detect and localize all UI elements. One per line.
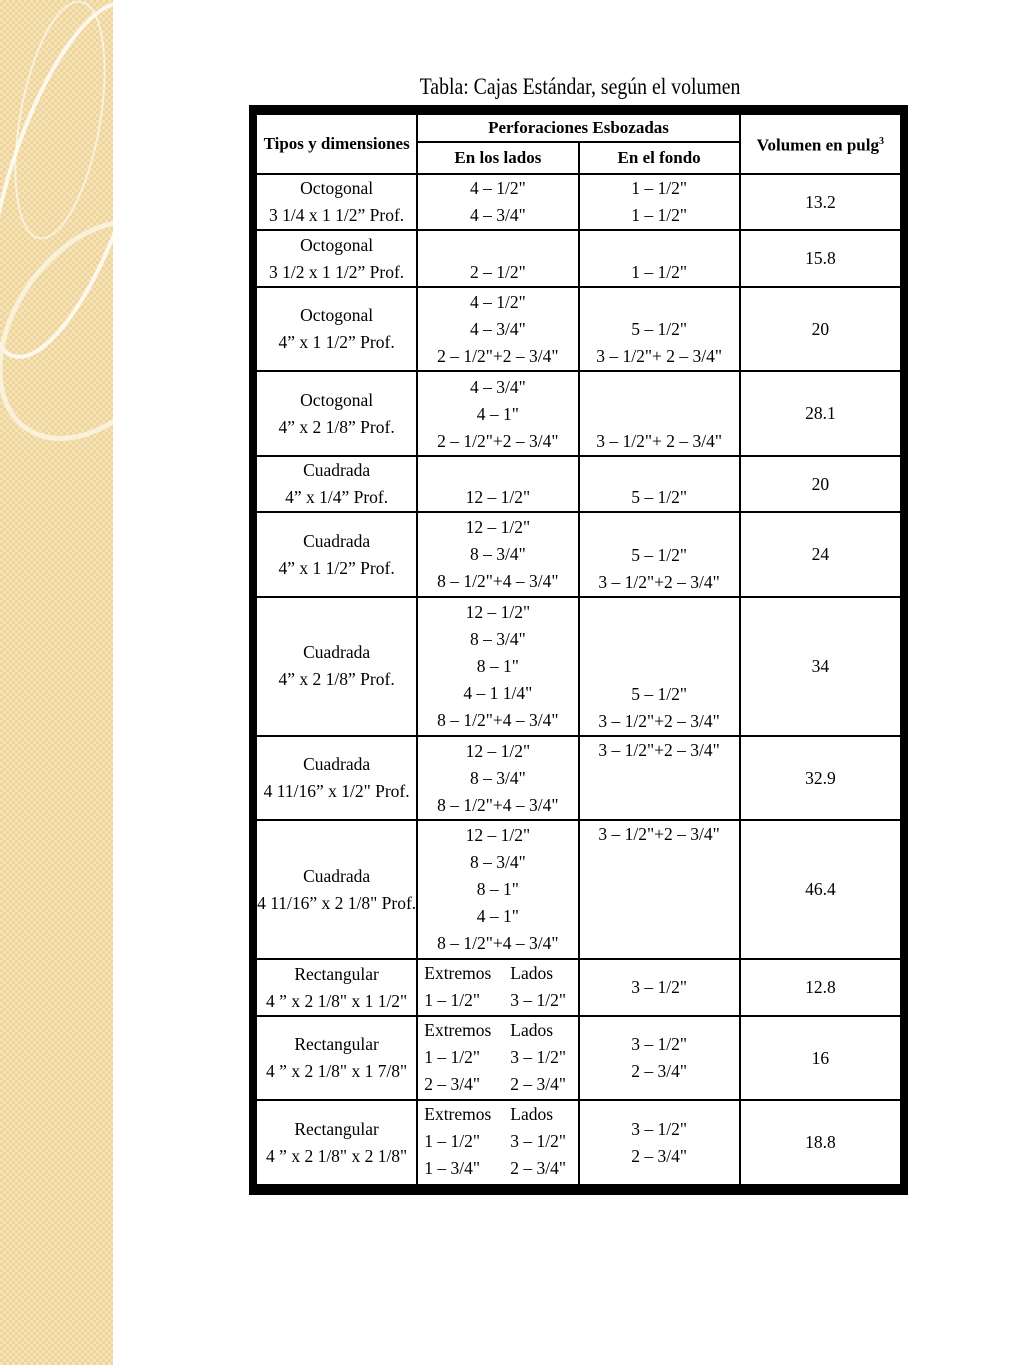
- header-tipos: Tipos y dimensiones: [256, 114, 417, 174]
- lados-cell-line: 2 – 1/2"+2 – 3/4": [437, 345, 559, 366]
- tipo-cell-line: Cuadrada: [303, 642, 371, 663]
- lados-cell: [417, 512, 578, 597]
- table-row: [256, 959, 901, 1015]
- extremos-label: Extremos: [424, 963, 492, 984]
- volumen-cell-line: 16: [811, 1047, 830, 1068]
- table-row: [256, 1016, 901, 1101]
- volumen-cell: [740, 820, 901, 959]
- lados-cell-line: 4 – 1": [476, 403, 519, 424]
- tipo-cell: [256, 1016, 417, 1101]
- fondo-cell-line: 3 – 1/2": [631, 977, 687, 998]
- rect-pair: [418, 1071, 577, 1098]
- standard-boxes-table: [255, 113, 902, 1186]
- volumen-cell-line: 46.4: [805, 879, 836, 900]
- lados-cell-line: 8 – 3/4": [469, 628, 526, 649]
- tipo-cell-line: Cuadrada: [303, 460, 371, 481]
- fondo-cell-line: 1 – 1/2": [631, 261, 687, 282]
- tipo-cell: [256, 456, 417, 512]
- volumen-cell: [740, 174, 901, 230]
- lados-cell: [417, 597, 578, 736]
- table-title: Tabla: Cajas Estándar, según el volumen: [419, 74, 741, 99]
- tipo-cell-line: 4 ” x 2 1/8" x 1 1/2": [266, 990, 408, 1011]
- volumen-cell-line: 12.8: [805, 977, 836, 998]
- lados-label: Lados: [510, 1104, 554, 1125]
- lados-cell-line: 8 – 3/4": [469, 767, 526, 788]
- lados-cell: [417, 287, 578, 372]
- fondo-cell-line: 2 – 3/4": [631, 1145, 687, 1166]
- volumen-cell: [740, 1016, 901, 1101]
- lados-label: Lados: [510, 963, 554, 984]
- tipo-cell: [256, 512, 417, 597]
- lados-cell-line: 4 – 1/2": [469, 291, 526, 312]
- fondo-cell-line: 1 – 1/2": [631, 205, 687, 225]
- lados-cell-line: 2 – 1/2": [469, 261, 526, 282]
- volumen-cell: [740, 230, 901, 286]
- volumen-cell-line: 20: [811, 473, 830, 494]
- header-lados: En los lados: [417, 142, 578, 174]
- lados-cell-line: 8 – 1/2"+4 – 3/4": [437, 709, 559, 730]
- lados-cell: [417, 174, 578, 230]
- tipo-cell-line: 4” x 1/4” Prof.: [285, 487, 389, 508]
- lados-value: 3 – 1/2": [510, 990, 567, 1011]
- table-row: [256, 597, 901, 736]
- tipo-cell-line: 3 1/2 x 1 1/2” Prof.: [269, 261, 405, 282]
- tipo-cell: [256, 597, 417, 736]
- volumen-cell-line: 18.8: [805, 1132, 836, 1153]
- volumen-cell-line: 24: [811, 544, 830, 565]
- lados-cell: [417, 820, 578, 959]
- rect-subheader: [418, 1017, 577, 1044]
- tipo-cell-line: 4 11/16” x 1/2" Prof.: [263, 781, 410, 802]
- table-row: [256, 1100, 901, 1185]
- fondo-cell-line: 3 – 1/2"+2 – 3/4": [598, 824, 720, 845]
- volumen-cell-line: 15.8: [805, 248, 836, 269]
- header-perforaciones: Perforaciones Esbozadas: [417, 114, 740, 142]
- header-fondo: En el fondo: [579, 142, 740, 174]
- lados-cell-line: 4 – 3/4": [469, 205, 526, 226]
- tipo-cell-line: Rectangular: [294, 1118, 379, 1139]
- decorative-rings: [0, 0, 113, 1365]
- tipo-cell: [256, 1100, 417, 1185]
- extremos-value: 1 – 1/2": [424, 990, 481, 1011]
- fondo-cell-line: 3 – 1/2"+2 – 3/4": [598, 739, 720, 760]
- lados-cell: [417, 230, 578, 286]
- tipo-cell: [256, 736, 417, 821]
- fondo-cell: [579, 1100, 740, 1185]
- rect-pair: [418, 1044, 577, 1071]
- extremos-value: 1 – 3/4": [424, 1158, 481, 1179]
- table-row: [256, 287, 901, 372]
- table-row: [256, 371, 901, 456]
- table-row: [256, 174, 901, 230]
- lados-value: 3 – 1/2": [510, 1046, 567, 1067]
- lados-cell-line: 12 – 1/2": [465, 517, 531, 538]
- volumen-cell-line: 13.2: [805, 191, 836, 212]
- volumen-cell: [740, 597, 901, 736]
- fondo-cell-line: 2 – 3/4": [631, 1061, 687, 1081]
- lados-cell-line: 2 – 1/2"+2 – 3/4": [437, 430, 559, 451]
- fondo-cell-line: 1 – 1/2": [631, 178, 687, 198]
- volumen-cell-line: 34: [811, 655, 830, 676]
- lados-cell-line: 4 – 1/2": [469, 178, 526, 199]
- fondo-cell-line: 5 – 1/2": [631, 683, 687, 704]
- tipo-cell-line: Rectangular: [294, 963, 379, 984]
- tipo-cell-line: 4” x 1 1/2” Prof.: [278, 557, 395, 578]
- lados-value: 2 – 3/4": [510, 1073, 567, 1094]
- tipo-cell-line: 4 ” x 2 1/8" x 1 7/8": [266, 1061, 408, 1081]
- fondo-cell-line: 5 – 1/2": [631, 487, 687, 508]
- tipo-cell: [256, 371, 417, 456]
- tipo-cell-line: 4 11/16” x 2 1/8" Prof.: [257, 892, 417, 913]
- fondo-cell-line: 3 – 1/2"+ 2 – 3/4": [596, 346, 722, 367]
- lados-cell: [417, 371, 578, 456]
- volumen-cell: [740, 287, 901, 372]
- rect-pair: [418, 1128, 577, 1155]
- tipo-cell: [256, 820, 417, 959]
- tipo-cell-line: 4” x 2 1/8” Prof.: [278, 669, 395, 690]
- table-row: [256, 456, 901, 512]
- lados-cell-line: 4 – 3/4": [469, 318, 526, 339]
- extremos-value: 2 – 3/4": [424, 1073, 481, 1094]
- volumen-cell: [740, 959, 901, 1015]
- fondo-cell: [579, 597, 740, 736]
- rect-pair: [418, 1155, 577, 1182]
- header-volumen-exponent: 3: [878, 136, 884, 148]
- volumen-cell: [740, 456, 901, 512]
- fondo-cell-line: 3 – 1/2": [631, 1118, 687, 1139]
- rect-pair: [418, 987, 577, 1014]
- fondo-cell-line: 3 – 1/2"+2 – 3/4": [598, 571, 720, 592]
- volumen-cell-line: 28.1: [805, 403, 836, 424]
- lados-cell-line: 12 – 1/2": [465, 601, 531, 622]
- tipo-cell: [256, 174, 417, 230]
- tipo-cell-line: Octogonal: [300, 389, 374, 410]
- lados-cell-line: 8 – 1": [476, 879, 519, 900]
- tipo-cell-line: 3 1/4 x 1 1/2” Prof.: [269, 205, 405, 226]
- tipo-cell-line: 4” x 1 1/2” Prof.: [278, 332, 395, 353]
- extremos-value: 1 – 1/2": [424, 1131, 481, 1152]
- fondo-cell: [579, 959, 740, 1015]
- lados-cell-line: 8 – 1/2"+4 – 3/4": [437, 794, 559, 815]
- fondo-cell-line: 3 – 1/2"+ 2 – 3/4": [596, 430, 722, 451]
- lados-value: 3 – 1/2": [510, 1131, 567, 1152]
- lados-cell-line: 12 – 1/2": [465, 825, 531, 846]
- tipo-cell-line: Rectangular: [294, 1034, 379, 1054]
- volumen-cell-line: 20: [811, 318, 830, 339]
- fondo-cell-line: 5 – 1/2": [631, 544, 687, 565]
- fondo-cell: [579, 230, 740, 286]
- lados-cell: [417, 1100, 578, 1185]
- tipo-cell: [256, 959, 417, 1015]
- extremos-value: 1 – 1/2": [424, 1046, 481, 1067]
- lados-cell-line: 8 – 3/4": [469, 544, 526, 565]
- fondo-cell: [579, 174, 740, 230]
- fondo-cell-line: 3 – 1/2"+2 – 3/4": [598, 710, 720, 731]
- lados-cell: [417, 456, 578, 512]
- volumen-cell: [740, 371, 901, 456]
- tipo-cell-line: Cuadrada: [303, 754, 371, 775]
- table-row: [256, 512, 901, 597]
- rect-subheader: [418, 1101, 577, 1128]
- fondo-cell: [579, 736, 740, 821]
- tipo-cell-line: 4” x 2 1/8” Prof.: [278, 416, 395, 437]
- tipo-cell-line: Cuadrada: [303, 530, 371, 551]
- fondo-cell: [579, 512, 740, 597]
- table-row: [256, 820, 901, 959]
- table-frame: [249, 105, 908, 1195]
- extremos-label: Extremos: [424, 1019, 492, 1040]
- lados-cell: [417, 959, 578, 1015]
- volumen-cell-line: 32.9: [805, 767, 836, 788]
- fondo-cell-line: 3 – 1/2": [631, 1034, 687, 1054]
- tipo-cell-line: Octogonal: [300, 305, 374, 326]
- table-row: [256, 230, 901, 286]
- fondo-cell-line: 5 – 1/2": [631, 319, 687, 340]
- fondo-cell: [579, 820, 740, 959]
- rect-subheader: [418, 960, 577, 987]
- table-row: [256, 736, 901, 821]
- tipo-cell: [256, 287, 417, 372]
- lados-cell-line: 8 – 1/2"+4 – 3/4": [437, 933, 559, 954]
- lados-cell-line: 12 – 1/2": [465, 740, 531, 761]
- fondo-cell: [579, 287, 740, 372]
- decorative-sidebar: [0, 0, 113, 1365]
- header-volumen: [740, 114, 901, 174]
- fondo-cell: [579, 456, 740, 512]
- tipo-cell-line: Cuadrada: [303, 865, 371, 886]
- header-volumen-label: Volumen en pulg: [756, 135, 879, 155]
- extremos-label: Extremos: [424, 1104, 492, 1125]
- lados-label: Lados: [510, 1019, 554, 1040]
- lados-cell-line: 8 – 1/2"+4 – 3/4": [437, 571, 559, 592]
- fondo-cell: [579, 371, 740, 456]
- tipo-cell-line: Octogonal: [300, 234, 374, 255]
- volumen-cell: [740, 1100, 901, 1185]
- volumen-cell: [740, 736, 901, 821]
- lados-cell-line: 8 – 1": [476, 655, 519, 676]
- lados-cell-line: 4 – 1 1/4": [463, 682, 533, 703]
- lados-cell: [417, 736, 578, 821]
- volumen-cell: [740, 512, 901, 597]
- lados-value: 2 – 3/4": [510, 1158, 567, 1179]
- tipo-cell-line: 4 ” x 2 1/8" x 2 1/8": [266, 1145, 408, 1166]
- lados-cell-line: 4 – 1": [476, 906, 519, 927]
- tipo-cell: [256, 230, 417, 286]
- lados-cell: [417, 1016, 578, 1101]
- fondo-cell: [579, 1016, 740, 1101]
- lados-cell-line: 12 – 1/2": [465, 487, 531, 508]
- lados-cell-line: 4 – 3/4": [469, 376, 526, 397]
- lados-cell-line: 8 – 3/4": [469, 852, 526, 873]
- tipo-cell-line: Octogonal: [300, 178, 374, 199]
